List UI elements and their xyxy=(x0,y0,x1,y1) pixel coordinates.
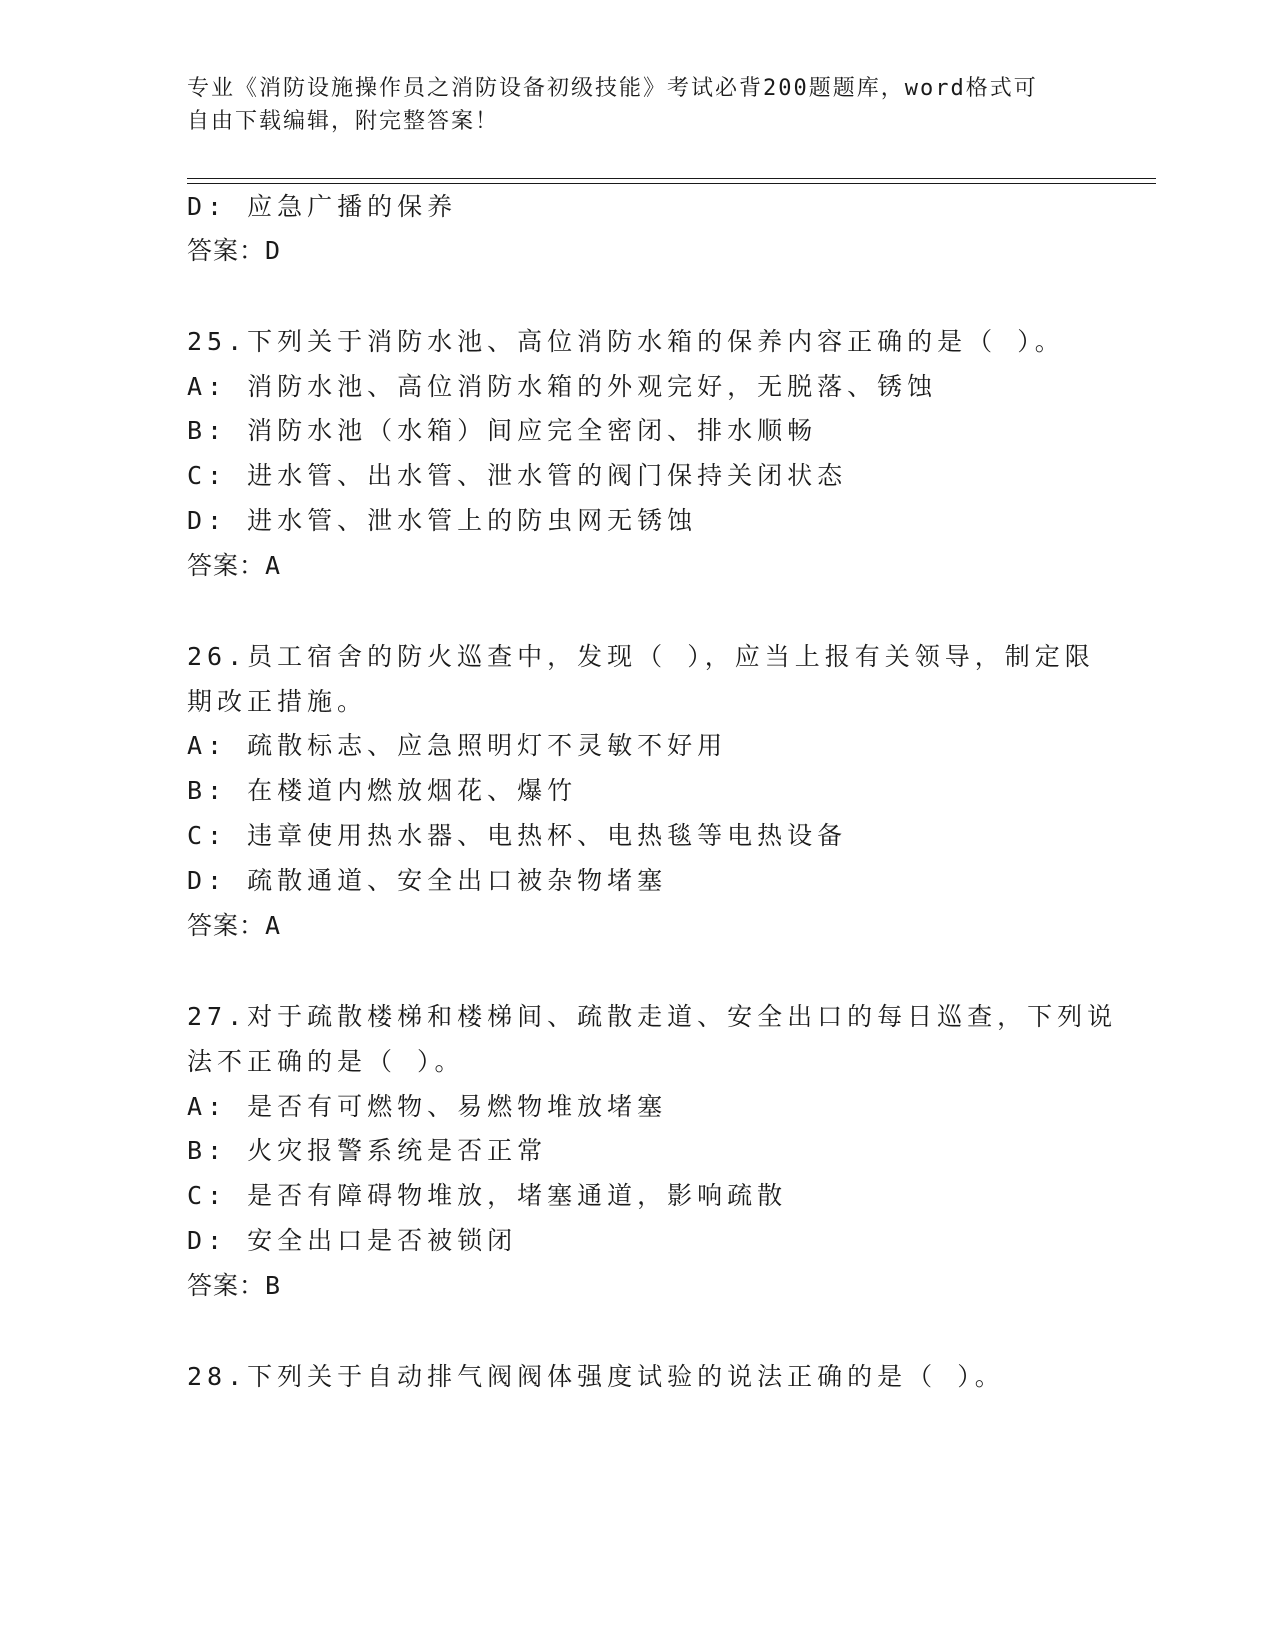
header-line-1: 专业《消防设施操作员之消防设备初级技能》考试必背200题题库，word格式可 xyxy=(187,76,1038,101)
q26-option-c: C: 违章使用热水器、电热杯、电热毯等电热设备 xyxy=(187,821,848,850)
q25-answer xyxy=(187,549,281,583)
answer-label: 答案： xyxy=(187,1271,266,1300)
answer-value: A xyxy=(265,551,282,580)
header-line-2: 自由下载编辑，附完整答案！ xyxy=(187,109,500,134)
q26-stem-line-1: 26.员工宿舍的防火巡查中，发现（ ），应当上报有关领导，制定限 xyxy=(187,642,1095,671)
q25-option-a: A: 消防水池、高位消防水箱的外观完好，无脱落、锈蚀 xyxy=(187,372,938,401)
answer-label: 答案： xyxy=(187,551,266,580)
q25-option-d: D: 进水管、泄水管上的防虫网无锈蚀 xyxy=(187,506,698,535)
q26-answer xyxy=(187,909,281,943)
q26-stem-line-2: 期改正措施。 xyxy=(187,687,368,716)
q27-option-b: B: 火灾报警系统是否正常 xyxy=(187,1136,548,1165)
q25-option-b: B: 消防水池（水箱）间应完全密闭、排水顺畅 xyxy=(187,416,818,445)
q25-stem: 25.下列关于消防水池、高位消防水箱的保养内容正确的是（ ）。 xyxy=(187,327,1065,356)
q27-option-a: A: 是否有可燃物、易燃物堆放堵塞 xyxy=(187,1092,668,1121)
answer-value: D xyxy=(265,236,282,265)
q26-option-b: B: 在楼道内燃放烟花、爆竹 xyxy=(187,776,578,805)
q27-stem-line-1: 27.对于疏散楼梯和楼梯间、疏散走道、安全出口的每日巡查，下列说 xyxy=(187,1002,1118,1031)
prev-answer xyxy=(187,234,281,268)
header-divider-top xyxy=(187,178,1156,179)
answer-label: 答案： xyxy=(187,911,266,940)
q26-option-a: A: 疏散标志、应急照明灯不灵敏不好用 xyxy=(187,731,728,760)
document-header xyxy=(187,72,1087,138)
answer-value: A xyxy=(265,911,282,940)
q27-option-c: C: 是否有障碍物堆放，堵塞通道，影响疏散 xyxy=(187,1181,788,1210)
q28-stem: 28.下列关于自动排气阀阀体强度试验的说法正确的是（ ）。 xyxy=(187,1362,1005,1391)
prev-option-d: D: 应急广播的保养 xyxy=(187,192,458,221)
q27-stem-line-2: 法不正确的是（ ）。 xyxy=(187,1047,465,1076)
header-divider-bottom xyxy=(187,183,1156,184)
answer-value: B xyxy=(265,1271,282,1300)
q27-option-d: D: 安全出口是否被锁闭 xyxy=(187,1226,518,1255)
q26-option-d: D: 疏散通道、安全出口被杂物堵塞 xyxy=(187,866,668,895)
q25-option-c: C: 进水管、出水管、泄水管的阀门保持关闭状态 xyxy=(187,461,848,490)
q27-answer xyxy=(187,1269,281,1303)
answer-label: 答案： xyxy=(187,236,266,265)
